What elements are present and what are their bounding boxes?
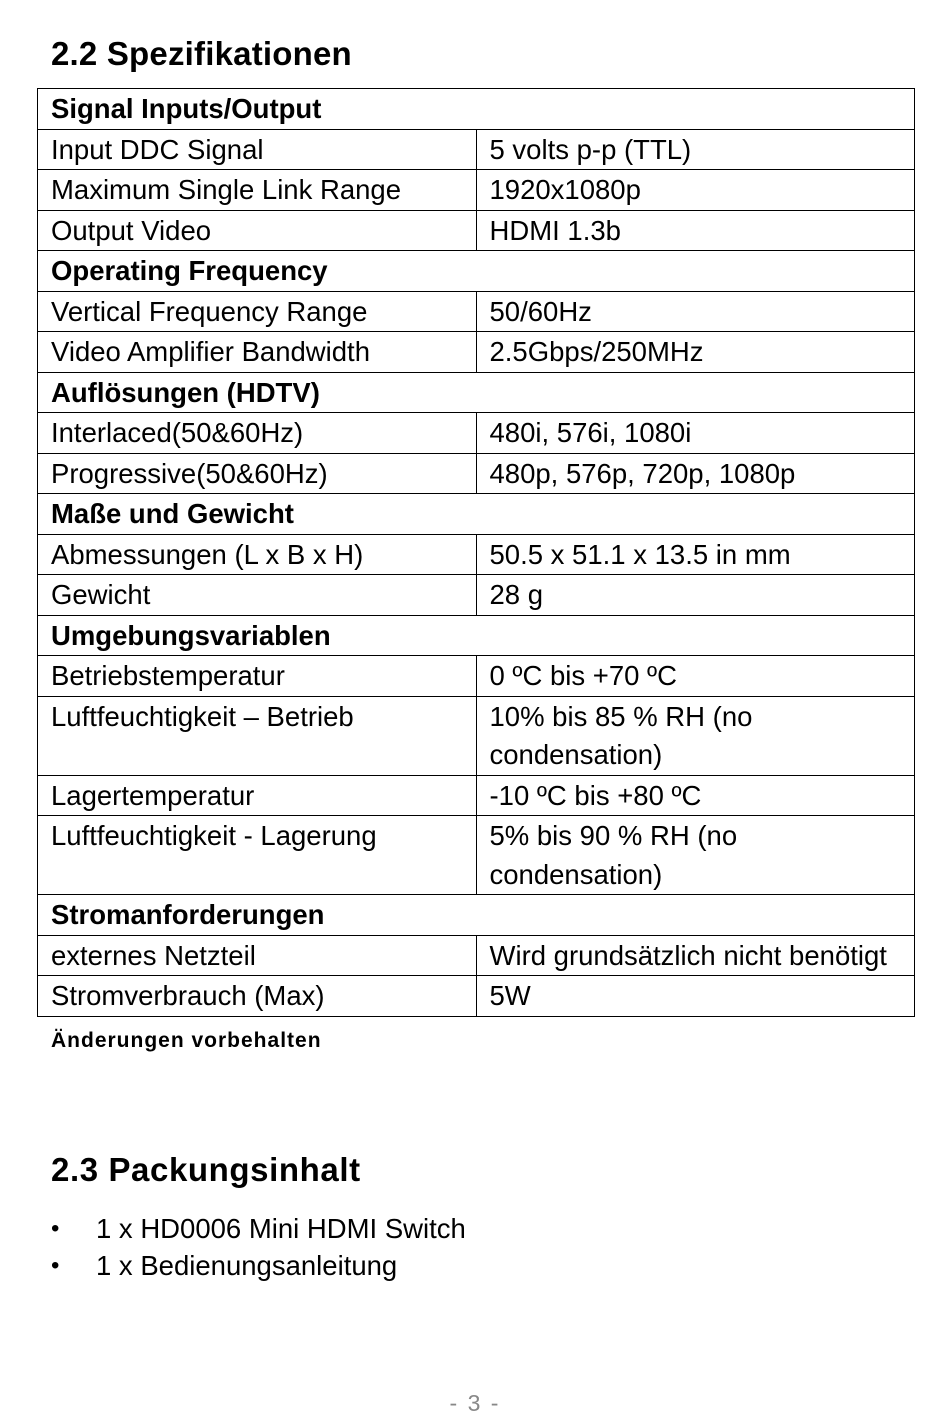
spec-label: Betriebstemperatur	[38, 656, 477, 697]
spec-value: 28 g	[476, 575, 915, 616]
spec-label: Abmessungen (L x B x H)	[38, 534, 477, 575]
section-label: Auflösungen (HDTV)	[38, 372, 915, 413]
spec-label: externes Netzteil	[38, 935, 477, 976]
spec-label: Luftfeuchtigkeit – Betrieb	[38, 696, 477, 775]
section-row	[38, 89, 915, 130]
page-number: - 3 -	[449, 1390, 501, 1416]
spec-value: Wird grundsätzlich nicht benötigt	[476, 935, 915, 976]
spec-value: 5W	[476, 976, 915, 1017]
spec-label: Stromverbrauch (Max)	[38, 976, 477, 1017]
spec-label: Lagertemperatur	[38, 775, 477, 816]
section-label: Operating Frequency	[38, 251, 915, 292]
list-item-text: 1 x Bedienungsanleitung	[96, 1250, 398, 1281]
table-row	[38, 696, 915, 775]
table-row	[38, 775, 915, 816]
package-heading: 2.3 Packungsinhalt	[51, 1151, 361, 1188]
section-label: Umgebungsvariablen	[38, 615, 915, 656]
table-row	[38, 129, 915, 170]
spec-value: 10% bis 85 % RH (no condensation)	[476, 696, 915, 775]
spec-label: Vertical Frequency Range	[38, 291, 477, 332]
list-item	[51, 1210, 466, 1247]
table-row	[38, 656, 915, 697]
table-row	[38, 413, 915, 454]
bullet-icon: •	[51, 1252, 60, 1279]
spec-value: -10 ºC bis +80 ºC	[476, 775, 915, 816]
table-row	[38, 170, 915, 211]
spec-label: Maximum Single Link Range	[38, 170, 477, 211]
table-row	[38, 935, 915, 976]
spec-value: 480p, 576p, 720p, 1080p	[476, 453, 915, 494]
specs-heading: 2.2 Spezifikationen	[51, 35, 352, 72]
package-list	[51, 1210, 466, 1284]
spec-table	[37, 88, 915, 1017]
section-row	[38, 895, 915, 936]
spec-label: Output Video	[38, 210, 477, 251]
table-row	[38, 453, 915, 494]
spec-value: 50/60Hz	[476, 291, 915, 332]
section-row	[38, 615, 915, 656]
table-row	[38, 332, 915, 373]
list-item-text: 1 x HD0006 Mini HDMI Switch	[96, 1213, 466, 1244]
spec-label: Video Amplifier Bandwidth	[38, 332, 477, 373]
section-label: Signal Inputs/Output	[38, 89, 915, 130]
table-row	[38, 575, 915, 616]
section-label: Maße und Gewicht	[38, 494, 915, 535]
spec-label: Input DDC Signal	[38, 129, 477, 170]
table-row	[38, 976, 915, 1017]
spec-value: HDMI 1.3b	[476, 210, 915, 251]
spec-value: 2.5Gbps/250MHz	[476, 332, 915, 373]
changes-note: Änderungen vorbehalten	[51, 1029, 322, 1052]
spec-value: 0 ºC bis +70 ºC	[476, 656, 915, 697]
spec-label: Interlaced(50&60Hz)	[38, 413, 477, 454]
spec-label: Luftfeuchtigkeit - Lagerung	[38, 816, 477, 895]
spec-value: 50.5 x 51.1 x 13.5 in mm	[476, 534, 915, 575]
spec-value: 5% bis 90 % RH (no condensation)	[476, 816, 915, 895]
section-label: Stromanforderungen	[38, 895, 915, 936]
bullet-icon: •	[51, 1215, 60, 1242]
spec-value: 5 volts p-p (TTL)	[476, 129, 915, 170]
spec-label: Gewicht	[38, 575, 477, 616]
spec-value: 480i, 576i, 1080i	[476, 413, 915, 454]
table-row	[38, 534, 915, 575]
table-row	[38, 210, 915, 251]
list-item	[51, 1247, 466, 1284]
spec-value: 1920x1080p	[476, 170, 915, 211]
section-row	[38, 372, 915, 413]
section-row	[38, 251, 915, 292]
table-row	[38, 816, 915, 895]
section-row	[38, 494, 915, 535]
spec-label: Progressive(50&60Hz)	[38, 453, 477, 494]
table-row	[38, 291, 915, 332]
